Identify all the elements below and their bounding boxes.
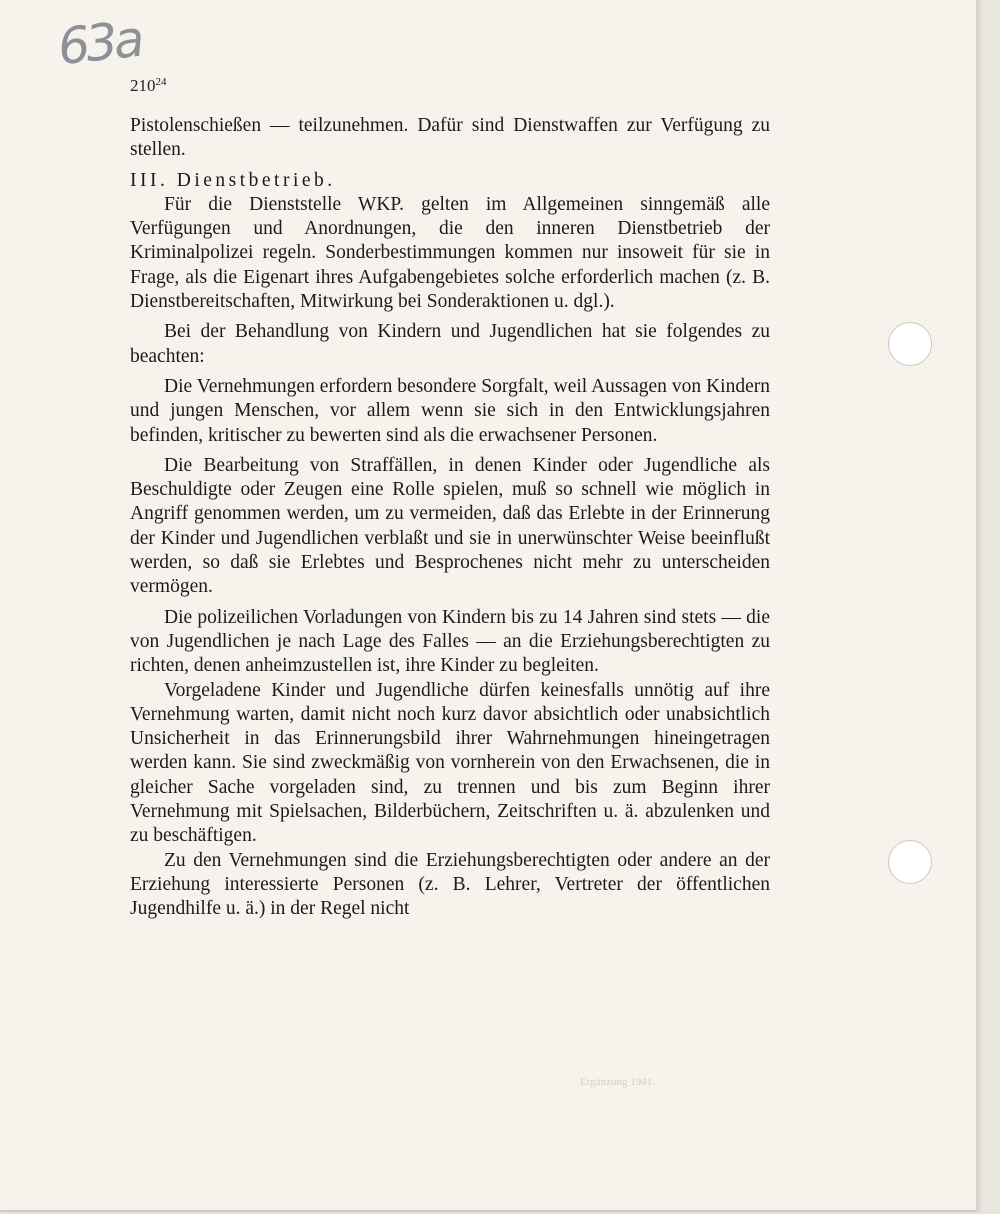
paragraph: Pistolenschießen — teilzunehmen. Dafür sind Dienstwaffen zur Verfügung zu stellen. [130, 115, 770, 161]
page-number [130, 76, 167, 96]
paragraph: Zu den Vernehmungen sind die Erziehungsberechtigten oder andere an der Erziehung interessierte Personen (z. B. Lehrer, Vertreter der öffentlichen Jugendhilfe u. ä.) in der Regel nicht [130, 849, 770, 920]
paragraph: Die Vernehmungen erfordern besondere Sorgfalt, weil Aussagen von Kindern und jungen Menschen, vor allem wenn sie sich in den Entwicklungsjahren befinden, kritischer zu bewerten sind als die erwachsener Personen. [130, 375, 770, 446]
section-heading [130, 169, 770, 193]
section-heading-text: III. Dienstbetrieb. [130, 169, 336, 191]
punch-hole-top [888, 322, 932, 366]
page-number-sup: 24 [155, 76, 167, 88]
punch-hole-bottom [888, 840, 932, 884]
body-text [130, 114, 770, 922]
paragraph: Die polizeilichen Vorladungen von Kindern bis zu 14 Jahren sind stets — die von Jugendlichen je nach Lage des Falles — an die Erziehungsberechtigten zu richten, denen anheimzustellen ist, ihre Kinder zu begleiten. [130, 606, 770, 677]
page-number-main: 210 [130, 76, 156, 95]
paragraph: Vorgeladene Kinder und Jugendliche dürfen keinesfalls unnötig auf ihre Vernehmung warten, damit nicht noch kurz davor absichtlich oder unabsichtlich Unsicherheit in das Erinnerungsbild ihrer Wahrnehmungen hineingetragen werden kann. Sie sind zweckmäßig von vornherein von den Erwachsenen, die in gleicher Sache vorgeladen sind, zu trennen und bis zum Beginn ihrer Vernehmung mit Spielsachen, Bilderbüchern, Zeitschriften u. ä. abzulenken und zu beschäftigen. [130, 679, 770, 847]
paragraph: Für die Dienststelle WKP. gelten im Allgemeinen sinngemäß alle Verfügungen und Anordnungen, die den inneren Dienstbetrieb der Kriminalpolizei regeln. Sonderbestimmungen kommen nur insoweit für sie in Frage, als die Eigenart ihres Aufgabengebietes solche erforderlich machen (z. B. Dienstbereitschaften, Mitwirkung bei Sonderaktionen u. dgl.). [130, 193, 770, 313]
handwritten-mark: 63a [55, 9, 144, 77]
paragraph: Die Bearbeitung von Straffällen, in denen Kinder oder Jugendliche als Beschuldigte oder Zeugen eine Rolle spielen, muß so schnell wie möglich in Angriff genommen werden, um zu vermeiden, daß das Erlebte in der Erinnerung der Kinder und Jugendlichen verblaßt und sie in unerwünschter Weise beeinflußt werden, so daß sie Erlebtes und Besprochenes nicht mehr zu unterscheiden vermögen. [130, 454, 770, 598]
paragraph: Bei der Behandlung von Kindern und Jugendlichen hat sie folgendes zu beachten: [130, 321, 770, 367]
bleed-through-footer: Ergänzung 1941. [580, 1076, 655, 1088]
